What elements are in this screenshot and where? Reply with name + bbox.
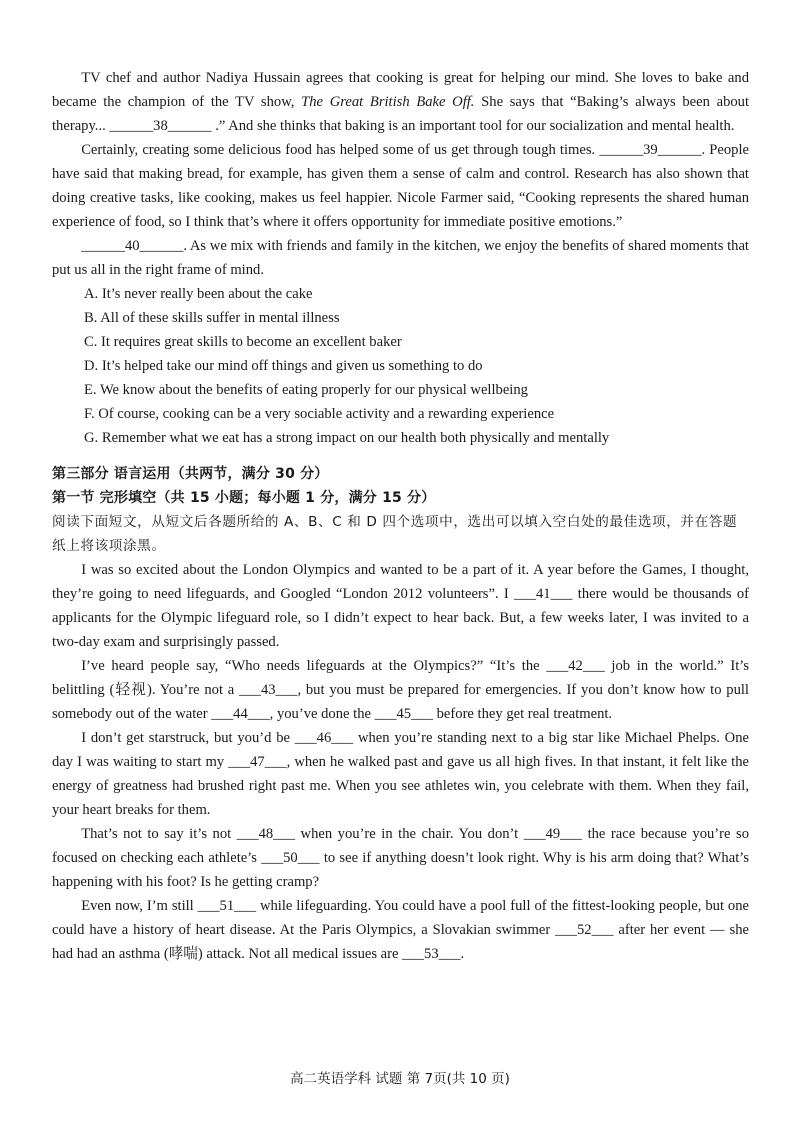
passage-paragraph-2: Certainly, creating some delicious food has helped some of us get through tough times. ______39______. People have said that making bread, for example, has given them a sense of calm and control. Research has also shown that doing creative tasks, like cooking, makes us feel happier. Nicole Farmer said, “Cooking represents the shared human experience of food, so I think that’s where it offers opportunity for immediate positive emotions.” bbox=[52, 142, 749, 230]
option-a: A. It’s never really been about the cake bbox=[84, 286, 313, 302]
option-f: F. Of course, cooking can be a very sociable activity and a rewarding experience bbox=[84, 406, 555, 422]
option-e: E. We know about the benefits of eating properly for our physical wellbeing bbox=[84, 382, 528, 398]
cloze-paragraph-2: I’ve heard people say, “Who needs lifeguards at the Olympics?” “It’s the ___42___ job in the world.” It’s belittling (轻视). You’re not a ___43___, but you must be prepared for emergencies. If you don’t know how to pull somebody out of the water ___44___, you’ve done the ___45___ before they get real treatment. bbox=[52, 658, 749, 722]
passage-paragraph-1 bbox=[52, 66, 749, 138]
cloze-paragraph-1: I was so excited about the London Olympics and wanted to be a part of it. A year before the Games, I thought, they’re going to need lifeguards, and Googled “London 2012 volunteers”. I ___41___ there would be thousands of applicants for the Olympic lifeguard role, so I didn’t expect to hear back. But, a few weeks later, I was invited to a two-day exam and surprisingly passed. bbox=[52, 562, 749, 650]
cloze-paragraph-4: That’s not to say it’s not ___48___ when you’re in the chair. You don’t ___49___ the race because you’re so focused on checking each athlete’s ___50___ to see if anything doesn’t look right. Why is his arm doing that? What’s happening with his foot? Is he getting cramp? bbox=[52, 826, 749, 890]
option-c: C. It requires great skills to become an excellent baker bbox=[84, 334, 402, 350]
option-g: G. Remember what we eat has a strong impact on our health both physically and mentally bbox=[84, 430, 610, 446]
cloze-paragraph-5: Even now, I’m still ___51___ while lifeguarding. You could have a pool full of the fittest-looking people, but one could have a history of heart disease. At the Paris Olympics, a Slovakian swimmer ___52___ after her event — she had had an asthma (哮喘) attack. Not all medical issues are ___53___. bbox=[52, 898, 749, 962]
option-b: B. All of these skills suffer in mental illness bbox=[84, 310, 340, 326]
passage-text: She says that “Baking’s always been about therapy... ______38______ .” And she thinks that baking is an important tool for our socialization and mental health. bbox=[52, 94, 750, 134]
instructions: 阅读下面短文，从短文后各题所给的 A、B、C 和 D 四个选项中，选出可以填入空白处的最佳选项，并在答题纸上将该项涂黑。 bbox=[52, 514, 738, 554]
page-footer: 高二英语学科 试题 第 7页(共 10 页) bbox=[290, 1071, 510, 1087]
option-list bbox=[52, 282, 749, 450]
show-title: The Great British Bake Off. bbox=[301, 94, 475, 110]
option-d: D. It’s helped take our mind off things and given us something to do bbox=[84, 358, 483, 374]
passage-text: TV chef and author Nadiya Hussain agrees that cooking is great for helping our mind. She loves to bake and became the champion of the TV show, bbox=[52, 70, 749, 110]
section-title: 第一节 完形填空（共 15 小题；每小题 1 分，满分 15 分） bbox=[52, 490, 436, 506]
passage-paragraph-3: ______40______. As we mix with friends and family in the kitchen, we enjoy the benefits of shared moments that put us all in the right frame of mind. bbox=[52, 238, 749, 278]
exam-page bbox=[52, 66, 749, 966]
cloze-paragraph-3: I don’t get starstruck, but you’d be ___46___ when you’re standing next to a big star like Michael Phelps. One day I was waiting to start my ___47___, when he walked past and gave us all high fives. In that instant, it felt like the energy of greatness had brushed right past me. When you see athletes win, you celebrate with them. When they fail, your heart breaks for them. bbox=[52, 730, 749, 818]
part-title: 第三部分 语言运用（共两节，满分 30 分） bbox=[52, 466, 329, 482]
